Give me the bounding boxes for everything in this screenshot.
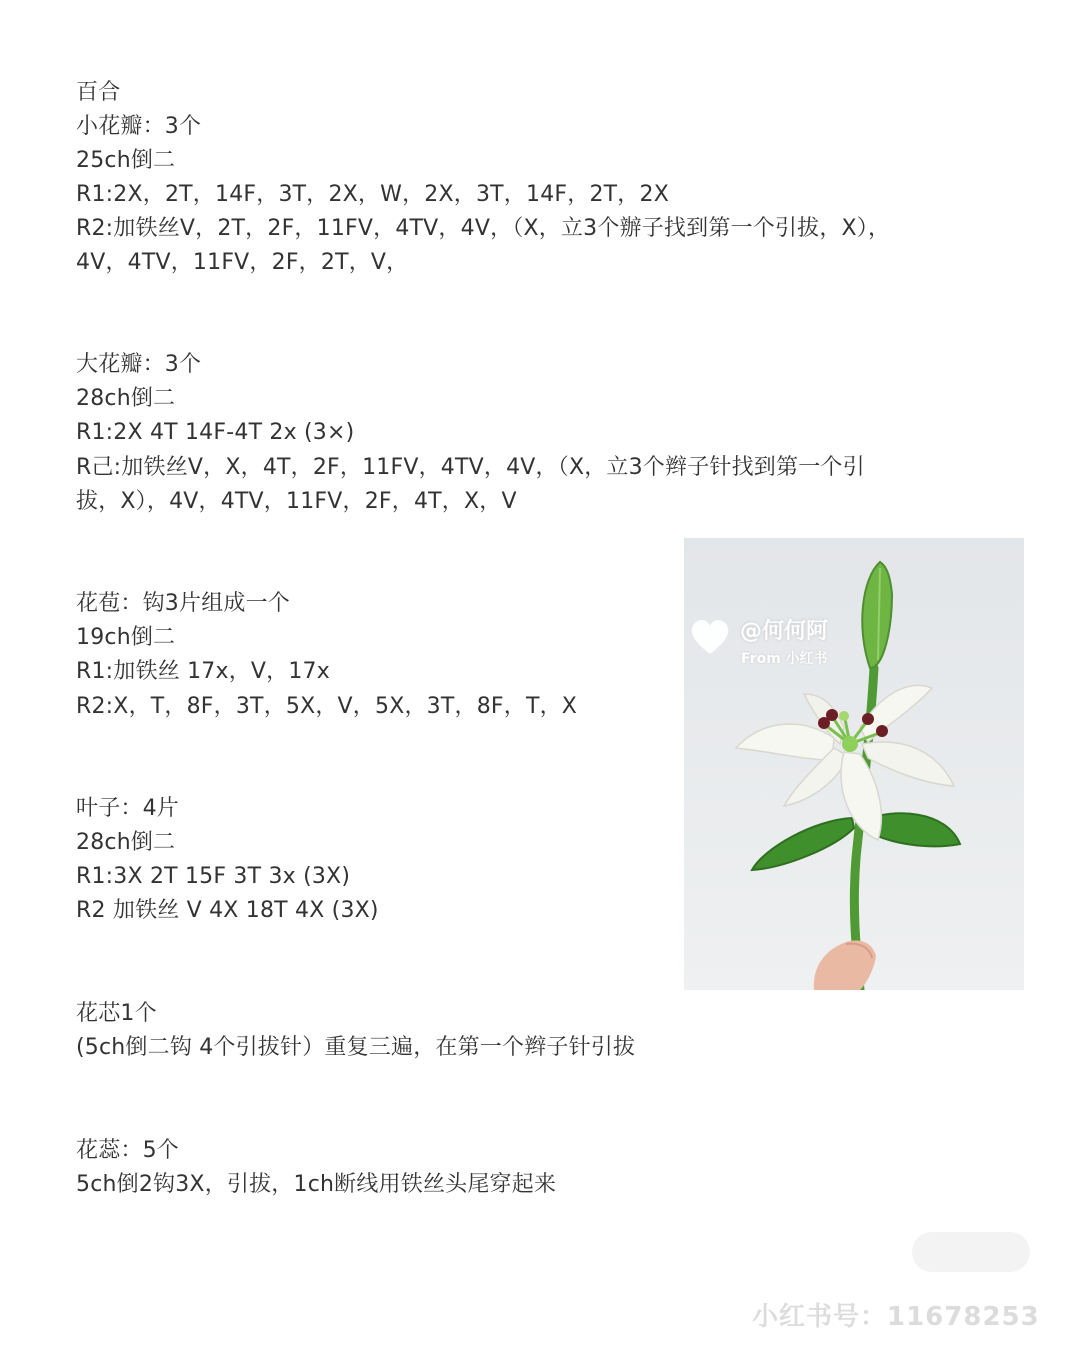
pattern-line: 拔，X），4V，4TV，11FV，2F，4T，X，V <box>76 489 517 514</box>
pattern-line: R己:加铁丝V，X，4T，2F，11FV，4TV，4V，（X，立3个辫子针找到第一个引 <box>76 455 865 480</box>
pattern-line: 4V，4TV，11FV，2F，2T，V， <box>76 250 409 275</box>
pattern-line: R1:2X，2T，14F，3T，2X，W，2X，3T，14F，2T，2X <box>76 182 669 207</box>
section-heading-large-petals: 大花瓣：3个 <box>76 352 202 377</box>
section-heading-small-petals: 小花瓣：3个 <box>76 114 202 139</box>
footer-badge <box>912 1232 1030 1272</box>
section-heading-stamens: 花蕊：5个 <box>76 1138 179 1163</box>
pattern-line: 25ch倒二 <box>76 148 176 173</box>
watermark-from: From 小红书 <box>741 651 828 667</box>
pattern-line: 5ch倒2钩3X，引拔，1ch断线用铁丝头尾穿起来 <box>76 1172 557 1197</box>
pattern-line: R1:2X 4T 14F-4T 2x (3×) <box>76 420 355 445</box>
section-heading-core: 花芯1个 <box>76 1001 157 1026</box>
watermark-handle: @何何阿 <box>740 619 829 644</box>
lily-illustration <box>684 538 1024 990</box>
section-heading-bud: 花苞：钩3片组成一个 <box>76 591 290 616</box>
footer-user-id: 小红书号：11678253 <box>752 1302 1040 1332</box>
title: 百合 <box>76 80 121 105</box>
pattern-line: 19ch倒二 <box>76 625 176 650</box>
pattern-line: 28ch倒二 <box>76 830 176 855</box>
pattern-line: R1:加铁丝 17x，V，17x <box>76 659 330 684</box>
pattern-line: (5ch倒二钩 4个引拔针）重复三遍，在第一个辫子针引拔 <box>76 1035 636 1060</box>
pattern-line: R2:加铁丝V，2T，2F，11FV，4TV，4V，（X，立3个辦子找到第一个引拔，X）， <box>76 216 891 241</box>
pattern-line: 28ch倒二 <box>76 386 176 411</box>
watermark-heart-icon <box>686 612 734 660</box>
pattern-line: R2 加铁丝 V 4X 18T 4X (3X) <box>76 898 379 923</box>
pattern-line: R2:X，T，8F，3T，5X，V，5X，3T，8F，T，X <box>76 694 578 719</box>
pattern-line: R1:3X 2T 15F 3T 3x (3X) <box>76 864 351 889</box>
section-heading-leaves: 叶子：4片 <box>76 796 179 821</box>
lily-photo <box>684 538 1024 990</box>
